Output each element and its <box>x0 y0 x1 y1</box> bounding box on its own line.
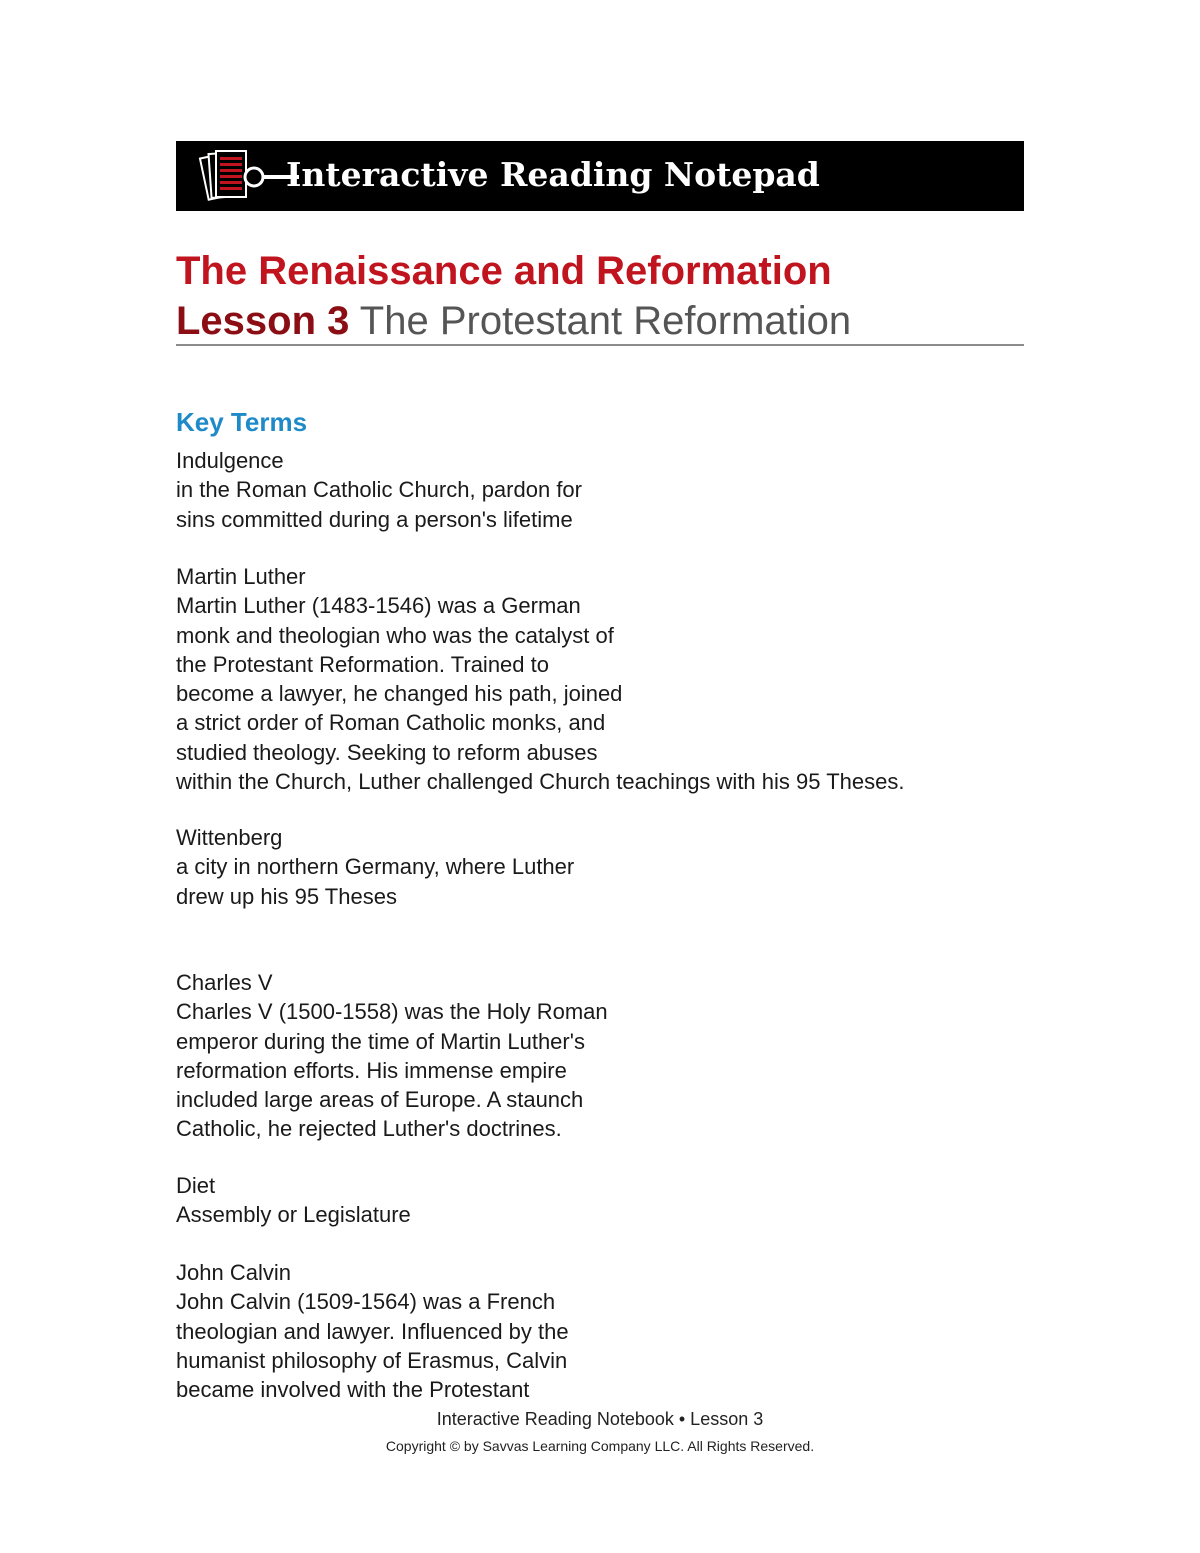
footer-copyright: Copyright © by Savvas Learning Company LLC. All Rights Reserved. <box>385 1438 815 1454</box>
term-name: Indulgence <box>176 448 284 473</box>
term-definition-line: monk and theologian who was the catalyst of <box>176 622 614 648</box>
term-entry-wittenberg <box>176 823 1016 911</box>
lesson-name: The Protestant Reformation <box>359 299 852 343</box>
term-definition-line: emperor during the time of Martin Luther's <box>176 1028 585 1054</box>
term-entry-indulgence <box>176 446 1016 534</box>
term-definition-line: sins committed during a person's lifetime <box>176 506 573 532</box>
term-name: Wittenberg <box>176 825 283 850</box>
term-entry-diet <box>176 1171 1016 1230</box>
lesson-label: Lesson 3 <box>176 299 350 343</box>
term-entry-john-calvin <box>176 1258 1016 1404</box>
unit-title: The Renaissance and Reformation <box>176 249 832 293</box>
term-definition-line: Charles V (1500-1558) was the Holy Roman <box>176 999 608 1025</box>
term-name: Martin Luther <box>176 564 306 589</box>
term-name: Diet <box>176 1173 216 1198</box>
term-definition-line: became involved with the Protestant <box>176 1377 530 1403</box>
lesson-title <box>176 296 851 346</box>
term-definition-line: studied theology. Seeking to reform abuses <box>176 739 598 765</box>
term-definition-line: the Protestant Reformation. Trained to <box>176 651 549 677</box>
term-definition-line: included large areas of Europe. A staunch <box>176 1087 584 1113</box>
term-definition-line: in the Roman Catholic Church, pardon for <box>176 477 582 503</box>
term-definition-line: reformation efforts. His immense empire <box>176 1057 567 1083</box>
term-definition-line: become a lawyer, he changed his path, joined <box>176 681 623 707</box>
term-entry-charles-v <box>176 968 1016 1144</box>
term-definition-line: humanist philosophy of Erasmus, Calvin <box>176 1347 568 1373</box>
term-definition-line: Catholic, he rejected Luther's doctrines. <box>176 1116 562 1142</box>
term-definition-line: Assembly or Legislature <box>176 1202 411 1228</box>
header-banner <box>176 141 1024 211</box>
notepad-key-icon <box>190 143 300 209</box>
term-definition-line: within the Church, Luther challenged Church teachings with his 95 Theses. <box>176 769 905 795</box>
term-definition-line: a city in northern Germany, where Luther <box>176 854 575 880</box>
term-definition-line: theologian and lawyer. Influenced by the <box>176 1318 569 1344</box>
title-divider <box>176 344 1024 346</box>
key-terms-heading: Key Terms <box>176 407 308 437</box>
banner-title: Interactive Reading Notepad <box>286 155 820 194</box>
term-name: Charles V <box>176 970 273 995</box>
term-definition-line: John Calvin (1509-1564) was a French <box>176 1289 556 1315</box>
term-entry-martin-luther <box>176 562 1016 796</box>
term-definition-line: drew up his 95 Theses <box>176 883 397 909</box>
footer-title: Interactive Reading Notebook • Lesson 3 <box>436 1409 764 1429</box>
term-definition-line: a strict order of Roman Catholic monks, and <box>176 710 606 736</box>
term-name: John Calvin <box>176 1260 291 1285</box>
term-definition-line: Martin Luther (1483-1546) was a German <box>176 593 581 619</box>
